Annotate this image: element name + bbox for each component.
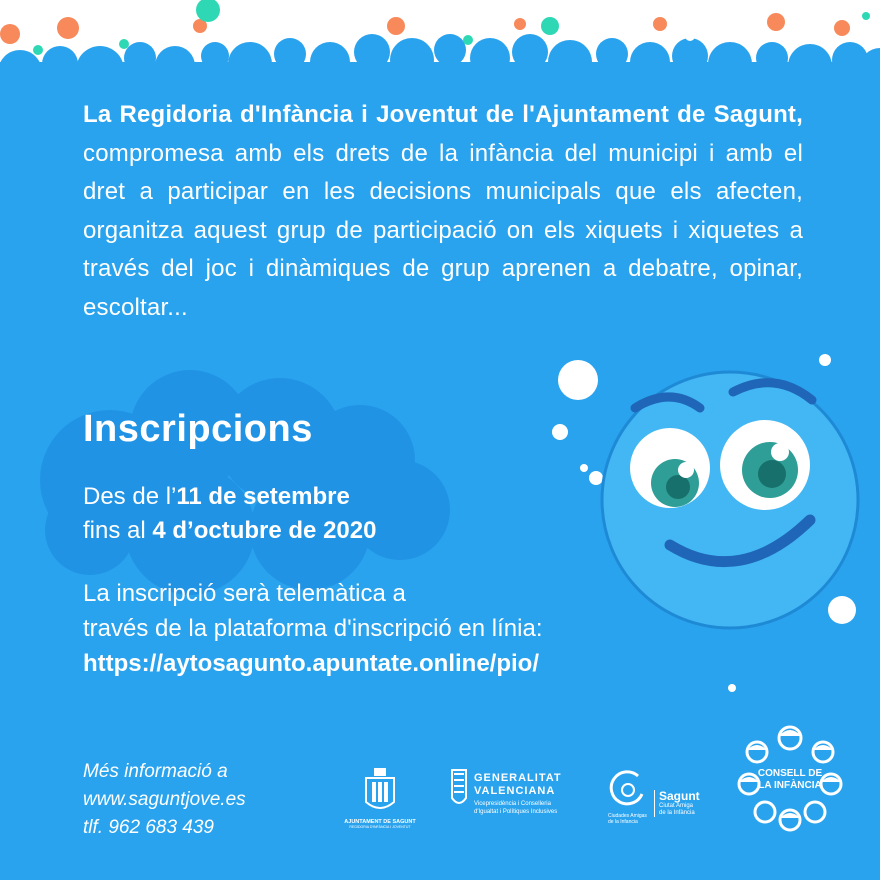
ciudades-amigas-text: Ciudades Amigas de la Infancia	[608, 813, 647, 825]
sagunt-subtitle-1: Ciutat Amiga	[659, 803, 694, 809]
top-bubble-border	[0, 0, 880, 90]
dates-line-2	[83, 514, 376, 548]
online-line-1: La inscripció serà telemàtica a	[83, 580, 406, 607]
inscripcions-title: Inscripcions	[83, 408, 313, 450]
smiley-face-illustration	[540, 340, 880, 700]
sponsor-logos	[340, 760, 720, 840]
generalitat-line-2: VALENCIANA	[474, 785, 556, 797]
consell-infancia-logo	[735, 722, 845, 832]
sagunt-name: Sagunt	[659, 789, 700, 803]
intro-bold-text: La Regidoria d'Infància i Joventut de l'Ajuntament de Sagunt,	[83, 101, 803, 128]
consell-line-2: LA INFÀNCIA	[758, 780, 822, 791]
ciudades-amigas-icon	[608, 768, 648, 808]
website-link[interactable]: www.saguntjove.es	[83, 789, 246, 810]
coat-of-arms-icon	[360, 768, 400, 814]
intro-text: compromesa amb els drets de la infància del municipi i amb el dret a participar en les decisions municipals que els afecten, organitza aquest grup de participació on els xiquets i xiquetes a través del joc i dinàmiques de grup aprenen a debatre, opinar, escoltar...	[83, 139, 803, 321]
dates-block	[83, 480, 376, 548]
dates-line-1	[83, 480, 376, 514]
generalitat-line-1: GENERALITAT	[474, 772, 562, 784]
online-registration	[83, 576, 542, 681]
generalitat-subtitle-2: d'Igualtat i Polítiques Inclusives	[474, 809, 558, 815]
online-line-2: través de la plataforma d'inscripció en línia:	[83, 615, 543, 642]
start-date: 11 de setembre	[176, 483, 350, 510]
more-info-label: Més informació a	[83, 761, 228, 782]
ajuntament-name: AJUNTAMENT DE SAGUNT	[344, 819, 416, 825]
generalitat-emblem-icon	[448, 768, 470, 812]
dates-line-1-prefix: Des de l’	[83, 483, 177, 510]
phone-number: tlf. 962 683 439	[83, 817, 214, 838]
consell-line-1: CONSELL DE	[757, 768, 823, 779]
registration-url-link[interactable]: https://aytosagunto.apuntate.online/pio/	[83, 650, 539, 677]
ajuntament-logo	[340, 768, 420, 829]
sagunt-amiga-logo	[654, 790, 700, 817]
ajuntament-subtitle: REGIDORIA D'INFÀNCIA I JOVENTUT	[349, 825, 411, 829]
more-info-block	[83, 758, 246, 842]
sagunt-subtitle-2: de la Infància	[659, 810, 695, 816]
end-date: 4 d’octubre de 2020	[152, 517, 377, 544]
intro-paragraph	[83, 96, 803, 327]
dates-line-2-prefix: fins al	[83, 517, 153, 544]
ciudades-amigas-logo	[608, 768, 652, 825]
generalitat-subtitle-1: Vicepresidència i Conselleria	[474, 801, 551, 807]
